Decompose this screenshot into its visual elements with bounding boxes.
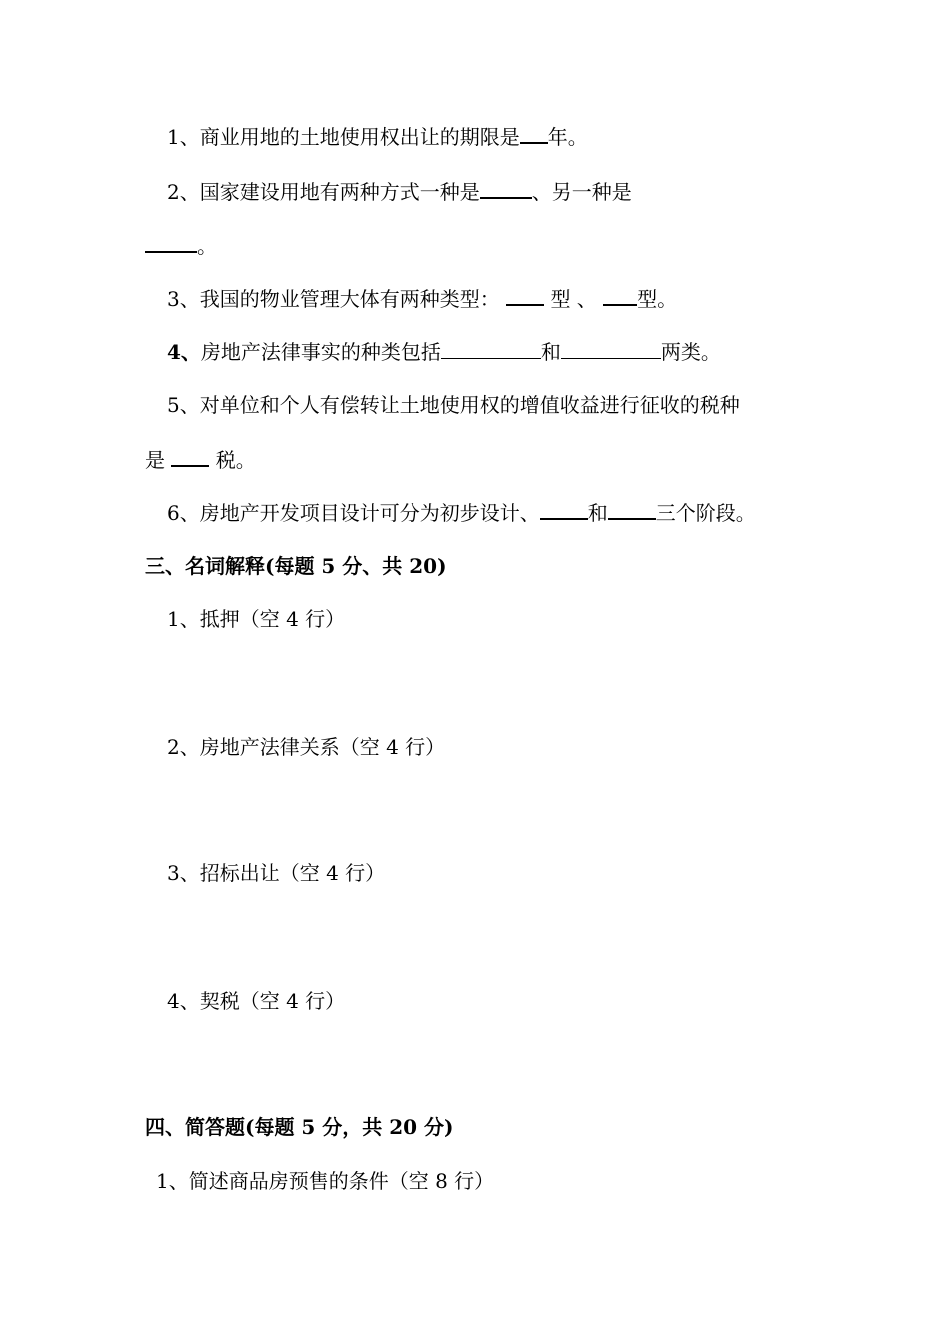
question-text: 三个阶段。: [655, 501, 756, 525]
question-text: 、另一种是: [531, 180, 632, 204]
question-text: 房地产法律事实的种类包括: [200, 340, 441, 364]
question-2: [167, 177, 632, 206]
answer-blank: [480, 177, 532, 199]
answer-blank: [520, 122, 548, 144]
short-answer-item: 1、简述商品房预售的条件（空 8 行）: [156, 1169, 495, 1193]
answer-blank: [603, 284, 637, 306]
question-6: [167, 498, 756, 527]
question-text: 型。: [637, 287, 678, 311]
question-text: 3、我国的物业管理大体有两种类型：: [167, 287, 500, 311]
question-text: 是: [145, 448, 165, 472]
question-1: [167, 122, 588, 151]
question-text: 两类。: [660, 340, 721, 364]
question-3: [167, 284, 677, 313]
question-number: 4、: [167, 340, 201, 364]
question-2-continued: [145, 231, 217, 260]
definition-item: 2、房地产法律关系（空 4 行）: [167, 735, 446, 759]
question-text: 1、商业用地的土地使用权出让的期限是: [167, 125, 520, 149]
question-text: 年。: [547, 125, 588, 149]
answer-blank: [171, 445, 209, 467]
question-text: 和: [587, 501, 608, 525]
answer-blank: [441, 338, 541, 359]
answer-blank: [540, 498, 588, 520]
definition-item: 3、招标出让（空 4 行）: [167, 861, 386, 885]
answer-blank: [608, 498, 656, 520]
question-5: [167, 391, 740, 419]
definition-item: 1、抵押（空 4 行）: [167, 607, 346, 631]
question-4: [167, 338, 721, 366]
answer-blank: [145, 231, 197, 253]
question-text: 2、国家建设用地有两种方式一种是: [167, 180, 480, 204]
section-heading-4: 四、简答题(每题 5 分，共 20 分): [145, 1115, 454, 1139]
question-5-continued: [145, 445, 256, 474]
question-text: 5、对单位和个人有偿转让土地使用权的增值收益进行征收的税种: [167, 393, 740, 417]
answer-blank: [506, 284, 544, 306]
definition-item: 4、契税（空 4 行）: [167, 989, 346, 1013]
question-text: 税。: [215, 448, 256, 472]
answer-blank: [561, 338, 661, 359]
question-text: 和: [540, 340, 561, 364]
section-heading-3: 三、名词解释(每题 5 分、共 20): [145, 554, 447, 578]
question-text: 6、房地产开发项目设计可分为初步设计、: [167, 501, 540, 525]
question-text: 。: [197, 234, 217, 258]
question-text: 型 、: [550, 287, 597, 311]
